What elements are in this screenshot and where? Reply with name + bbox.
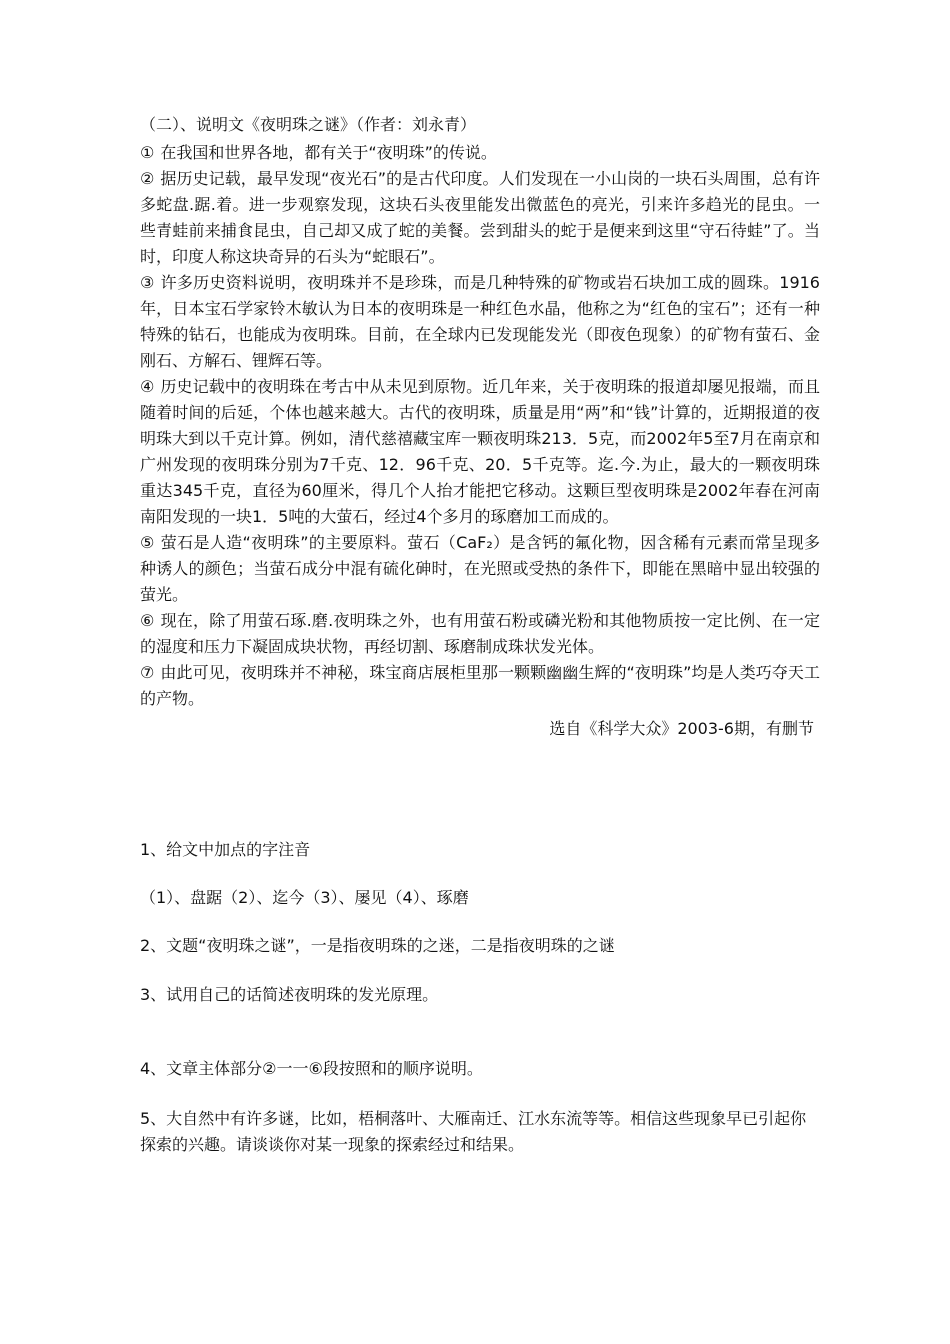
paragraph-text: 现在，除了用萤石琢.磨.夜明珠之外，也有用萤石粉或磷光粉和其他物质按一定比例、在一定的湿度和压力下凝固成块状物，再经切割、琢磨制成珠状发光体。: [140, 611, 820, 656]
question-2-text: 2、文题“夜明珠之谜”，一是指夜明珠的之迷，二是指夜明珠的之谜: [140, 936, 615, 955]
paragraph-text: 萤石是人造“夜明珠”的主要原料。萤石（CaF₂）是含钙的氟化物，因含稀有元素而常呈现多种诱人的颜色；当萤石成分中混有硫化砷时，在光照或受热的条件下，即能在黑暗中显出较强的萤光。: [140, 533, 820, 604]
question-1: [140, 837, 820, 863]
question-3: [140, 982, 820, 1008]
question-5-text: 5、大自然中有许多谜，比如，梧桐落叶、大雁南迁、江水东流等等。相信这些现象早已引起你探索的兴趣。请谈谈你对某一现象的探索经过和结果。: [140, 1109, 807, 1154]
paragraph-6: [140, 608, 820, 660]
paragraph-number: ⑥: [140, 611, 155, 630]
paragraph-text: 历史记载中的夜明珠在考古中从未见到原物。近几年来，关于夜明珠的报道却屡见报端，而且随着时间的后延，个体也越来越大。古代的夜明珠，质量是用“两”和“钱”计算的，近期报道的夜明珠大到以千克计算。例如，清代慈禧藏宝库一颗夜明珠213．5克，而2002年5至7月在南京和广州发现的夜明珠分别为7千克、12．96千克、20．5千克等。迄.今.为止，最大的一颗夜明珠重达345千克，直径为60厘米，得几个人抬才能把它移动。这颗巨型夜明珠是2002年春在河南南阳发现的一块1．5吨的大萤石，经过4个多月的琢磨加工而成的。: [140, 377, 820, 526]
paragraph-number: ③: [140, 273, 155, 292]
paragraph-text: 在我国和世界各地，都有关于“夜明珠”的传说。: [160, 143, 497, 162]
question-1-text: 1、给文中加点的字注音: [140, 840, 311, 859]
paragraph-number: ②: [140, 169, 155, 188]
question-3-text: 3、试用自己的话简述夜明珠的发光原理。: [140, 985, 439, 1004]
paragraph-2: [140, 166, 820, 270]
paragraph-text: 据历史记载，最早发现“夜光石”的是古代印度。人们发现在一小山岗的一块石头周围，总有许多蛇盘.踞.着。进一步观察发现，这块石头夜里能发出微蓝色的亮光，引来许多趋光的昆虫。一些青蛙前来捕食昆虫，自己却又成了蛇的美餐。尝到甜头的蛇于是便来到这里“守石待蛙”了。当时，印度人称这块奇异的石头为“蛇眼石”。: [140, 169, 820, 266]
question-4-text: 4、文章主体部分②一一⑥段按照和的顺序说明。: [140, 1059, 483, 1078]
question-2: [140, 933, 820, 959]
article-source: 选自《科学大众》2003-6期，有删节: [549, 719, 814, 738]
question-5: [140, 1106, 820, 1158]
paragraph-5: [140, 530, 820, 608]
paragraph-number: ⑦: [140, 663, 155, 682]
paragraph-3: [140, 270, 820, 374]
paragraph-1: [140, 140, 820, 166]
paragraph-number: ①: [140, 143, 155, 162]
question-1-items-text: （1）、盘踞（2）、迄今（3）、屡见（4）、琢磨: [140, 888, 469, 907]
paragraph-7: [140, 660, 820, 712]
question-1-items: [140, 885, 820, 911]
paragraph-text: 许多历史资料说明，夜明珠并不是珍珠，而是几种特殊的矿物或岩石块加工成的圆珠。1916年，日本宝石学家铃木敏认为日本的夜明珠是一种红色水晶，他称之为“红色的宝石”；还有一种特殊的钻石，也能成为夜明珠。目前，在全球内已发现能发光（即夜色现象）的矿物有萤石、金刚石、方解石、锂辉石等。: [140, 273, 820, 370]
article: [140, 112, 820, 742]
article-title: （二）、说明文《夜明珠之谜》（作者：刘永青）: [140, 115, 477, 134]
paragraph-text: 由此可见，夜明珠并不神秘，珠宝商店展柜里那一颗颗幽幽生辉的“夜明珠”均是人类巧夺天工的产物。: [140, 663, 820, 708]
paragraph-4: [140, 374, 820, 530]
question-4: [140, 1056, 820, 1082]
paragraph-number: ⑤: [140, 533, 155, 552]
paragraph-number: ④: [140, 377, 155, 396]
